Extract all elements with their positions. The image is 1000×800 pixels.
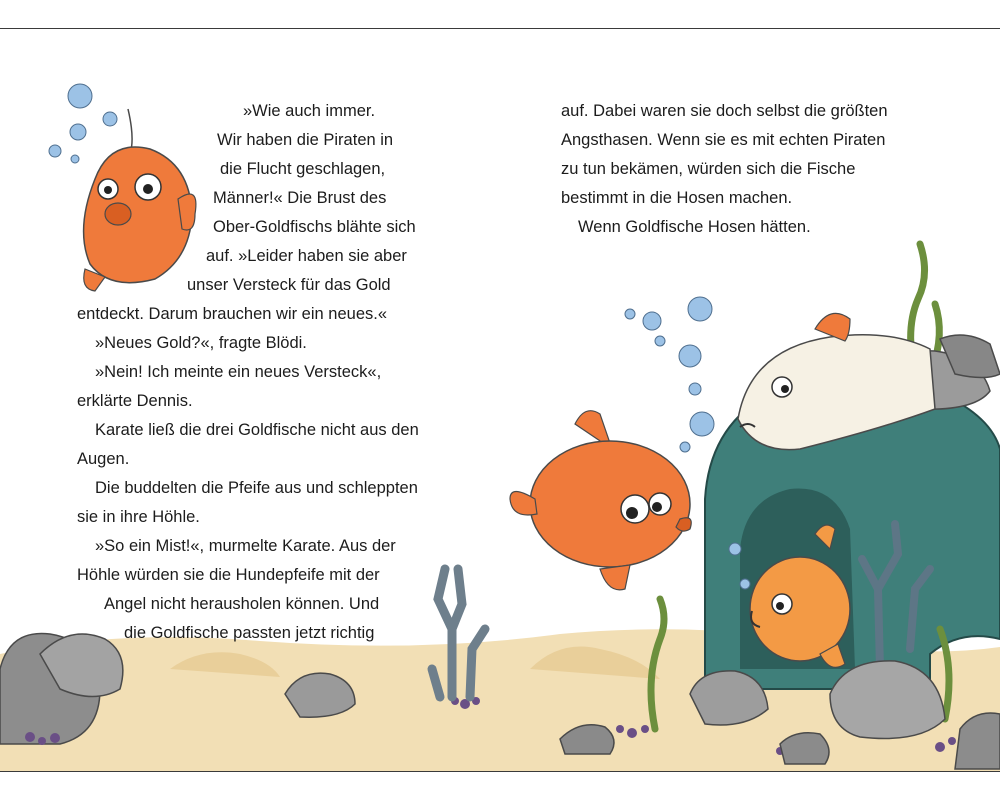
text-line: Augen. bbox=[77, 450, 130, 468]
text-line: entdeckt. Darum brauchen wir ein neues.« bbox=[77, 305, 388, 323]
orange-fish-topleft bbox=[84, 109, 196, 291]
text-line: Angsthasen. Wenn sie es mit echten Piraten bbox=[561, 131, 886, 149]
book-spread bbox=[0, 28, 1000, 772]
text-line: Angel nicht herausholen können. Und bbox=[104, 595, 380, 613]
text-line: Wenn Goldfische Hosen hätten. bbox=[578, 218, 811, 236]
text-line: »So ein Mist!«, murmelte Karate. Aus der bbox=[95, 537, 396, 555]
text-line: die Goldfische passten jetzt richtig bbox=[124, 624, 375, 642]
text-line: auf. Dabei waren sie doch selbst die größten bbox=[561, 102, 888, 120]
text-line: unser Versteck für das Gold bbox=[187, 276, 391, 294]
text-line: bestimmt in die Hosen machen. bbox=[561, 189, 793, 207]
text-line: zu tun bekämen, würden sich die Fische bbox=[561, 160, 856, 178]
text-line: »Nein! Ich meinte ein neues Versteck«, bbox=[95, 363, 382, 381]
text-line: Karate ließ die drei Goldfische nicht aus den bbox=[95, 421, 419, 439]
text-line: »Wie auch immer. bbox=[243, 102, 376, 120]
text-line: die Flucht geschlagen, bbox=[220, 160, 386, 178]
text-line: Die buddelten die Pfeife aus und schleppten bbox=[95, 479, 418, 497]
text-line: sie in ihre Höhle. bbox=[77, 508, 200, 526]
text-line: Ober-Goldfischs blähte sich bbox=[213, 218, 416, 236]
text-line: Höhle würden sie die Hundepfeife mit der bbox=[77, 566, 380, 584]
text-line: »Neues Gold?«, fragte Blödi. bbox=[95, 334, 307, 352]
text-line: auf. »Leider haben sie aber bbox=[206, 247, 407, 265]
text-line: Wir haben die Piraten in bbox=[217, 131, 394, 149]
text-line: Männer!« Die Brust des bbox=[213, 189, 387, 207]
orange-fish-karate bbox=[510, 411, 691, 590]
text-line: erklärte Dennis. bbox=[77, 392, 193, 410]
